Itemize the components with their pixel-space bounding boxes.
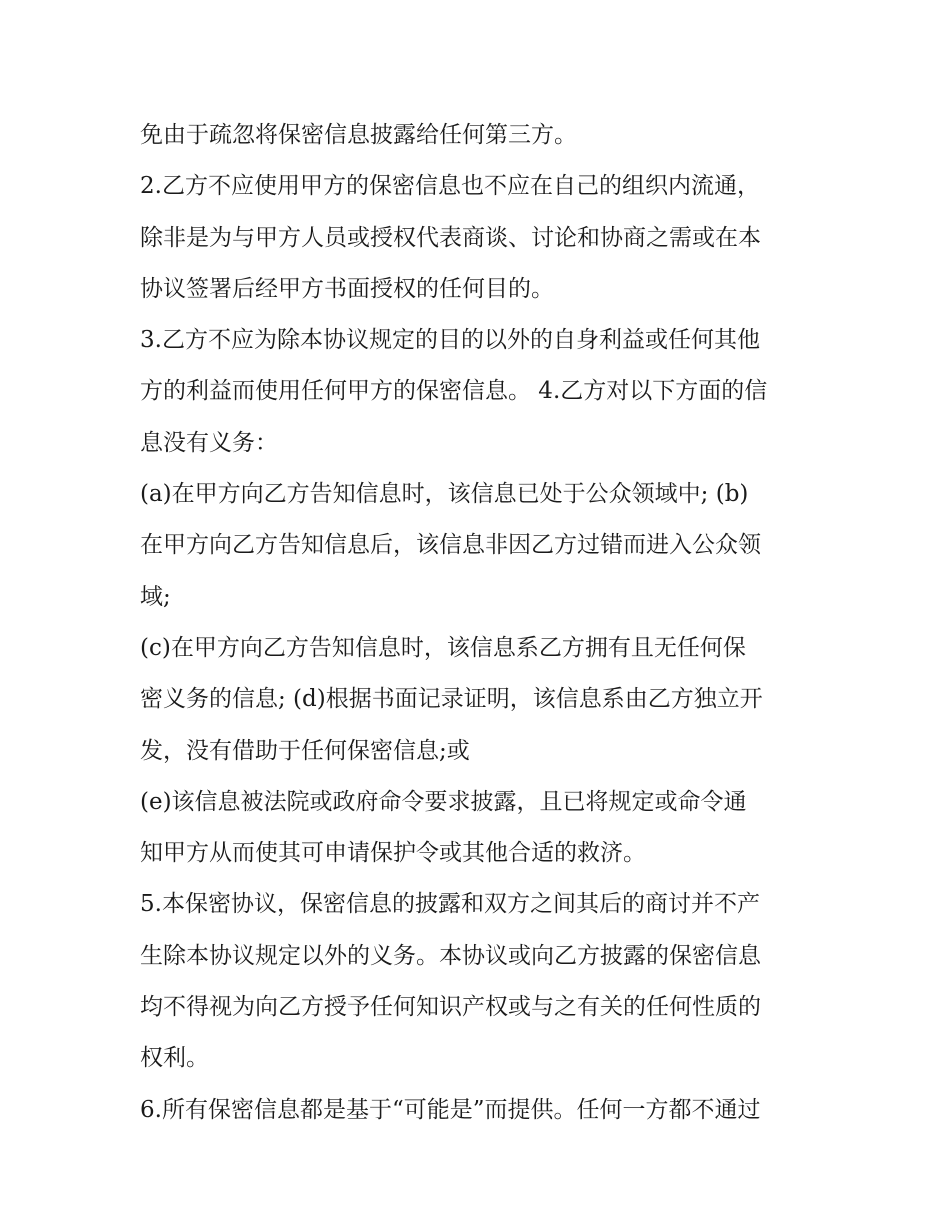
text-line-2: 2.乙方不应使用甲方的保密信息也不应在自己的组织内流通， — [140, 173, 760, 200]
text-line-15: 知甲方从而使其可申请保护令或其他合适的救济。 — [140, 840, 646, 867]
text-line-19: 权利。 — [140, 1045, 209, 1072]
text-line-13: 发，没有借助于任何保密信息;或 — [140, 737, 470, 764]
text-line-5: 3.乙方不应为除本协议规定的目的以外的自身利益或任何其他 — [140, 327, 760, 354]
text-line-1: 免由于疏忽将保密信息披露给任何第三方。 — [140, 122, 577, 148]
text-line-20: 6.所有保密信息都是基于“可能是”而提供。任何一方都不通过 — [140, 1096, 761, 1123]
text-line-9: 在甲方向乙方告知信息后，该信息非因乙方过错而进入公众领 — [140, 532, 761, 559]
text-line-16: 5.本保密协议，保密信息的披露和双方之间其后的商讨并不产 — [140, 891, 760, 918]
document-body — [140, 110, 820, 1136]
text-line-17: 生除本协议规定以外的义务。本协议或向乙方披露的保密信息 — [140, 942, 761, 969]
text-line-7: 息没有义务： — [140, 429, 278, 456]
text-line-6: 方的利益而使用任何甲方的保密信息。 4.乙方对以下方面的信 — [140, 378, 768, 405]
text-line-3: 除非是为与甲方人员或授权代表商谈、讨论和协商之需或在本 — [140, 224, 761, 251]
text-line-12: 密义务的信息; (d)根据书面记录证明，该信息系由乙方独立开 — [140, 686, 763, 713]
text-line-10: 域; — [140, 583, 171, 610]
text-line-14: (e)该信息被法院或政府命令要求披露，且已将规定或命令通 — [140, 788, 747, 815]
text-line-4: 协议签署后经甲方书面授权的任何目的。 — [140, 275, 554, 302]
text-line-11: (c)在甲方向乙方告知信息时，该信息系乙方拥有且无任何保 — [140, 634, 746, 661]
text-line-18: 均不得视为向乙方授予任何知识产权或与之有关的任何性质的 — [140, 994, 761, 1021]
text-line-8: (a)在甲方向乙方告知信息时，该信息已处于公众领域中; (b) — [140, 481, 749, 508]
